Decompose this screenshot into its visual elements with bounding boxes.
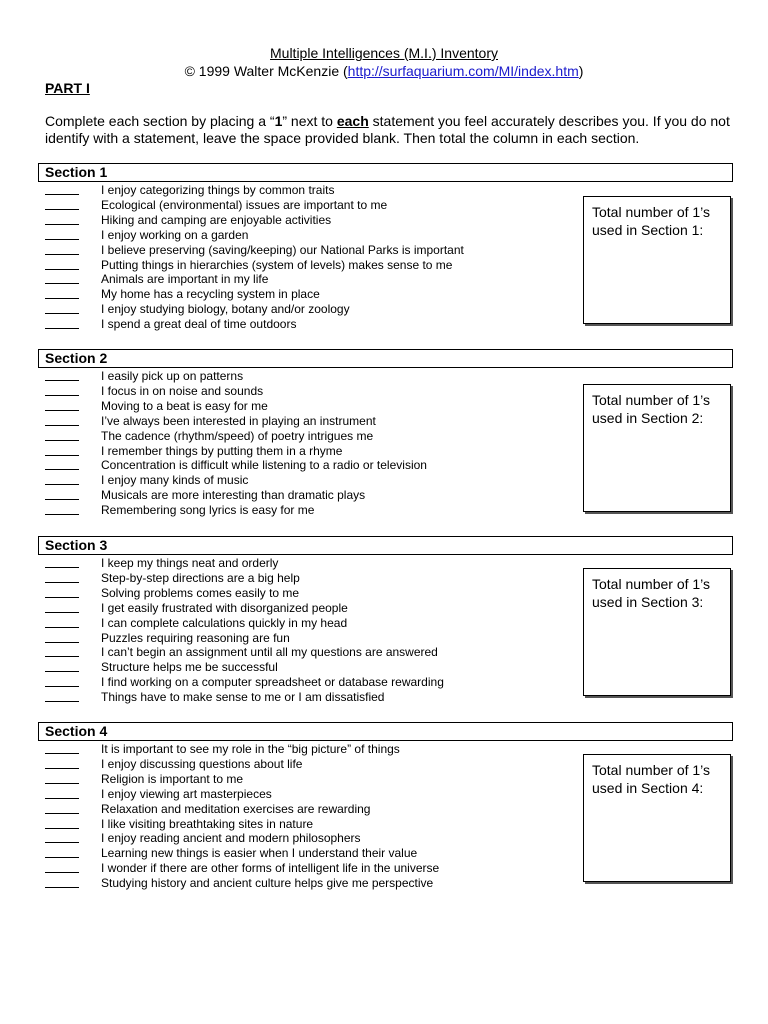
statement-text: Studying history and ancient culture helps give me perspective xyxy=(101,876,434,891)
answer-blank[interactable] xyxy=(45,831,79,843)
statement-text: I easily pick up on patterns xyxy=(101,369,244,383)
statement-row xyxy=(38,645,438,660)
statement-text: I enjoy discussing questions about life xyxy=(101,756,303,771)
statement-text: Animals are important in my life xyxy=(101,272,269,287)
total-label: Total number of 1’s used in Section 4: xyxy=(592,762,711,796)
section-total-box[interactable] xyxy=(583,754,731,882)
statement-row xyxy=(38,876,434,891)
answer-blank[interactable] xyxy=(45,384,79,396)
instructions xyxy=(45,113,735,147)
statement-text: Musicals are more interesting than dramatic plays xyxy=(101,488,366,503)
answer-blank[interactable] xyxy=(45,414,79,426)
answer-blank[interactable] xyxy=(45,757,79,769)
answer-blank[interactable] xyxy=(45,571,79,583)
statement-text: Solving problems comes easily to me xyxy=(101,585,300,600)
answer-blank[interactable] xyxy=(45,503,79,515)
statement-row xyxy=(38,458,427,473)
statement-text: Relaxation and meditation exercises are rewarding xyxy=(101,801,371,816)
statement-text: Puzzles requiring reasoning are fun xyxy=(101,630,290,645)
answer-blank[interactable] xyxy=(45,861,79,873)
statement-row xyxy=(38,488,366,503)
answer-blank[interactable] xyxy=(45,183,79,195)
statement-text: My home has a recycling system in place xyxy=(101,287,320,302)
statement-row xyxy=(38,257,453,273)
document-title xyxy=(0,45,768,61)
copyright-suffix: ) xyxy=(578,63,584,79)
answer-blank[interactable] xyxy=(45,556,79,568)
part-heading: PART I xyxy=(45,80,90,96)
statement-text: Moving to a beat is easy for me xyxy=(101,398,268,413)
answer-blank[interactable] xyxy=(45,631,79,643)
statement-text: Ecological (environmental) issues are important to me xyxy=(101,197,388,212)
answer-blank[interactable] xyxy=(45,660,79,672)
source-url-link[interactable]: http://surfaquarium.com/MI/index.htm xyxy=(347,63,579,79)
section-3 xyxy=(38,536,733,705)
statement-text: I like visiting breathtaking sites in nature xyxy=(101,816,314,831)
answer-blank[interactable] xyxy=(45,787,79,799)
answer-blank[interactable] xyxy=(45,272,79,284)
answer-blank[interactable] xyxy=(45,399,79,411)
statement-text: Structure helps me be successful xyxy=(101,660,278,675)
answer-blank[interactable] xyxy=(45,444,79,456)
section-header: Section 2 xyxy=(38,349,733,368)
statement-row xyxy=(38,317,297,332)
statement-row xyxy=(38,756,303,772)
statement-text: I remember things by putting them in a rhyme xyxy=(101,443,343,458)
statement-row xyxy=(38,413,376,429)
answer-blank[interactable] xyxy=(45,302,79,314)
statement-row xyxy=(38,690,385,705)
statement-row xyxy=(38,227,249,243)
statement-row xyxy=(38,212,332,228)
section-total-box[interactable] xyxy=(583,384,731,512)
statement-row xyxy=(38,771,244,787)
statement-text: I believe preserving (saving/keeping) our National Parks is important xyxy=(101,242,464,257)
statement-text: Religion is important to me xyxy=(101,771,244,786)
statement-text: Putting things in hierarchies (system of levels) makes sense to me xyxy=(101,257,453,272)
copyright-line xyxy=(0,63,768,79)
statement-row xyxy=(38,242,464,258)
statement-row xyxy=(38,831,361,846)
answer-blank[interactable] xyxy=(45,772,79,784)
statement-row xyxy=(38,443,343,459)
total-label: Total number of 1’s used in Section 1: xyxy=(592,204,711,238)
statement-row xyxy=(38,473,249,488)
answer-blank[interactable] xyxy=(45,846,79,858)
statement-row xyxy=(38,428,374,444)
statement-text: I get easily frustrated with disorganized people xyxy=(101,600,348,615)
answer-blank[interactable] xyxy=(45,601,79,613)
answer-blank[interactable] xyxy=(45,429,79,441)
statement-text: I enjoy categorizing things by common traits xyxy=(101,183,335,197)
statement-row xyxy=(38,675,444,690)
statement-row xyxy=(38,846,418,861)
answer-blank[interactable] xyxy=(45,616,79,628)
total-label: Total number of 1’s used in Section 2: xyxy=(592,392,711,426)
instructions-part1: Complete each section by placing a “ xyxy=(45,113,275,129)
answer-blank[interactable] xyxy=(45,802,79,814)
statement-text: I enjoy viewing art masterpieces xyxy=(101,786,272,801)
statement-text: I can complete calculations quickly in my head xyxy=(101,615,348,630)
statement-row xyxy=(38,615,348,631)
statement-text: Concentration is difficult while listening to a radio or television xyxy=(101,458,427,473)
statement-text: Learning new things is easier when I understand their value xyxy=(101,846,418,861)
answer-blank[interactable] xyxy=(45,817,79,829)
statement-row xyxy=(38,272,269,287)
answer-blank[interactable] xyxy=(45,473,79,485)
total-label: Total number of 1’s used in Section 3: xyxy=(592,576,711,610)
statement-text: Step-by-step directions are a big help xyxy=(101,570,300,585)
answer-blank[interactable] xyxy=(45,243,79,255)
section-header: Section 4 xyxy=(38,722,733,741)
statement-text: The cadence (rhythm/speed) of poetry intrigues me xyxy=(101,428,374,443)
answer-blank[interactable] xyxy=(45,228,79,240)
answer-blank[interactable] xyxy=(45,198,79,210)
statement-row xyxy=(38,585,300,601)
statement-text: I keep my things neat and orderly xyxy=(101,556,279,570)
statement-text: I enjoy reading ancient and modern philosophers xyxy=(101,831,361,846)
statement-row xyxy=(38,183,335,198)
statement-text: Remembering song lyrics is easy for me xyxy=(101,503,315,518)
statement-row xyxy=(38,287,320,302)
statement-row xyxy=(38,861,440,876)
statement-text: I focus in on noise and sounds xyxy=(101,383,264,398)
answer-blank[interactable] xyxy=(45,369,79,381)
instructions-mark: 1 xyxy=(274,113,283,129)
statement-row xyxy=(38,197,388,213)
statement-row xyxy=(38,503,315,518)
answer-blank[interactable] xyxy=(45,876,79,888)
statement-text: I enjoy studying biology, botany and/or zoology xyxy=(101,302,350,317)
section-header: Section 3 xyxy=(38,536,733,555)
statement-row xyxy=(38,556,279,571)
statement-text: I spend a great deal of time outdoors xyxy=(101,317,297,332)
statement-row xyxy=(38,742,400,757)
statement-text: I can’t begin an assignment until all my questions are answered xyxy=(101,645,438,660)
statement-row xyxy=(38,383,264,399)
section-1 xyxy=(38,163,733,332)
answer-blank[interactable] xyxy=(45,742,79,754)
statement-text: I wonder if there are other forms of intelligent life in the universe xyxy=(101,861,440,876)
statement-row xyxy=(38,660,278,675)
statement-text: Hiking and camping are enjoyable activities xyxy=(101,212,332,227)
title-text: Multiple Intelligences (M.I.) Inventory xyxy=(270,45,498,61)
statement-row xyxy=(38,600,348,616)
answer-blank[interactable] xyxy=(45,586,79,598)
answer-blank[interactable] xyxy=(45,287,79,299)
instructions-part2: ” next to xyxy=(282,113,337,129)
statement-text: I’ve always been interested in playing an instrument xyxy=(101,413,376,428)
section-header: Section 1 xyxy=(38,163,733,182)
answer-blank[interactable] xyxy=(45,317,79,329)
answer-blank[interactable] xyxy=(45,645,79,657)
answer-blank[interactable] xyxy=(45,488,79,500)
statement-row xyxy=(38,816,314,832)
instructions-part3: statement you feel accurately describes you. If you do not identify with a statement, leave the space provided blank. Then total the column in each section. xyxy=(45,113,730,146)
statement-text: I enjoy many kinds of music xyxy=(101,473,249,488)
answer-blank[interactable] xyxy=(45,458,79,470)
statement-row xyxy=(38,630,290,646)
copyright-prefix: © 1999 Walter McKenzie ( xyxy=(184,63,348,79)
statement-row xyxy=(38,801,371,817)
section-total-box[interactable] xyxy=(583,196,731,324)
statement-row xyxy=(38,786,272,802)
answer-blank[interactable] xyxy=(45,690,79,702)
statement-text: It is important to see my role in the “big picture” of things xyxy=(101,742,400,756)
section-4 xyxy=(38,722,733,891)
answer-blank[interactable] xyxy=(45,258,79,270)
statement-row xyxy=(38,398,268,414)
statement-row xyxy=(38,302,350,317)
section-total-box[interactable] xyxy=(583,568,731,696)
section-2 xyxy=(38,349,733,518)
statement-row xyxy=(38,570,300,586)
instructions-each: each xyxy=(336,113,369,129)
answer-blank[interactable] xyxy=(45,213,79,225)
statement-text: I enjoy working on a garden xyxy=(101,227,249,242)
statement-text: I find working on a computer spreadsheet or database rewarding xyxy=(101,675,444,690)
answer-blank[interactable] xyxy=(45,675,79,687)
statement-text: Things have to make sense to me or I am dissatisfied xyxy=(101,690,385,705)
statement-row xyxy=(38,369,244,384)
